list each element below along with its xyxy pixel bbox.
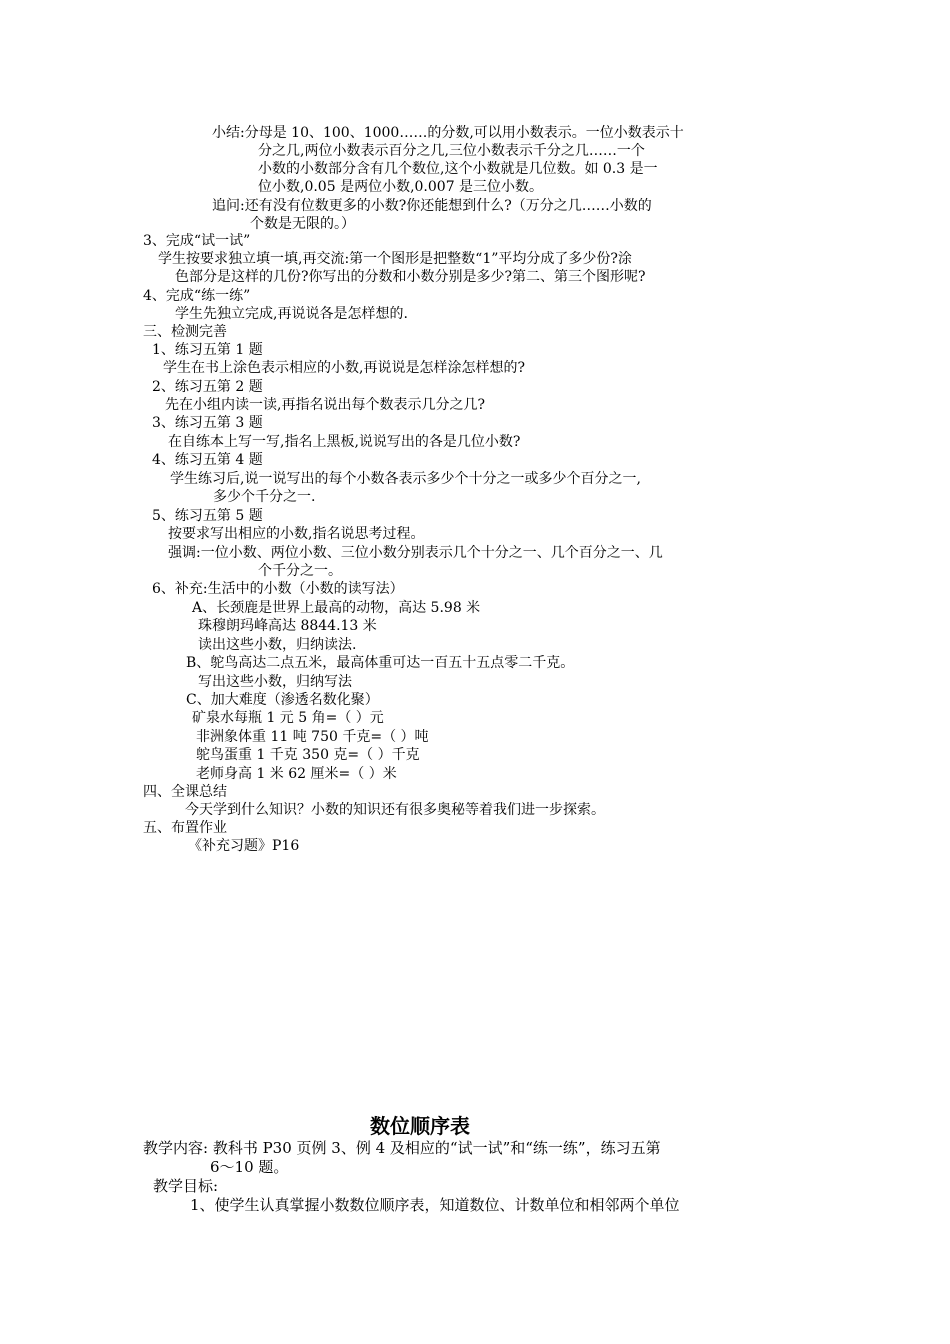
exercise-3-heading: 3、练习五第 3 题 <box>152 415 263 431</box>
lesson-content-line-1: 教学内容: 教科书 P30 页例 3、例 4 及相应的“试一试”和“练一练”，练习五第 <box>143 1139 661 1157</box>
example-c-heading: C、加大难度（渗透名数化聚） <box>186 692 379 708</box>
section5-heading: 五、布置作业 <box>143 820 227 836</box>
lesson-goals-heading: 教学目标: <box>153 1177 219 1195</box>
lesson-title: 数位顺序表 <box>370 1114 470 1138</box>
section4-heading: 四、全课总结 <box>143 784 227 800</box>
summary-line-1: 小结:分母是 10、100、1000……的分数,可以用小数表示。一位小数表示十 <box>212 125 684 141</box>
exercise-3-text: 在自练本上写一写,指名上黑板,说说写出的各是几位小数? <box>168 434 521 450</box>
exercise-1-heading: 1、练习五第 1 题 <box>152 342 263 358</box>
example-a-line-1: A、长颈鹿是世界上最高的动物，高达 5.98 米 <box>192 600 481 616</box>
exercise-5-text: 按要求写出相应的小数,指名说思考过程。 <box>168 526 425 542</box>
section5-text: 《补充习题》P16 <box>188 838 300 854</box>
exercise-4-text-2: 多少个千分之一. <box>213 489 316 505</box>
example-c-item-4: 老师身高 1 米 62 厘米=（ ）米 <box>196 766 397 782</box>
follow-up-question-line-1: 追问:还有没有位数更多的小数?你还能想到什么?（万分之几……小数的 <box>212 198 652 214</box>
lesson-goal-1: 1、使学生认真掌握小数数位顺序表，知道数位、计数单位和相邻两个单位 <box>190 1196 680 1214</box>
exercise-5-emphasis-1: 强调:一位小数、两位小数、三位小数分别表示几个十分之一、几个百分之一、几 <box>168 545 663 561</box>
exercise-6-heading: 6、补充:生活中的小数（小数的读写法） <box>152 581 404 597</box>
follow-up-question-line-2: 个数是无限的。） <box>250 216 355 232</box>
example-b-line-2: 写出这些小数，归纳写法 <box>198 674 352 690</box>
exercise-5-emphasis-2: 个千分之一。 <box>258 563 342 579</box>
example-a-line-3: 读出这些小数，归纳读法. <box>198 637 357 653</box>
exercise-5-heading: 5、练习五第 5 题 <box>152 508 263 524</box>
exercise-2-heading: 2、练习五第 2 题 <box>152 379 263 395</box>
section3-heading: 三、检测完善 <box>143 324 227 340</box>
example-b-line-1: B、鸵鸟高达二点五米，最高体重可达一百五十五点零二千克。 <box>186 655 575 671</box>
step3-heading: 3、完成“试一试” <box>143 233 251 249</box>
summary-line-2: 分之几,两位小数表示百分之几,三位小数表示千分之几……一个 <box>258 143 645 159</box>
summary-line-3: 小数的小数部分含有几个数位,这个小数就是几位数。如 0.3 是一 <box>258 161 658 177</box>
lesson-content-line-2: 6～10 题。 <box>210 1158 289 1176</box>
example-c-item-3: 鸵鸟蛋重 1 千克 350 克=（ ）千克 <box>196 747 420 763</box>
exercise-1-text: 学生在书上涂色表示相应的小数,再说说是怎样涂怎样想的? <box>163 360 525 376</box>
exercise-4-heading: 4、练习五第 4 题 <box>152 452 263 468</box>
example-a-line-2: 珠穆朗玛峰高达 8844.13 米 <box>198 618 377 634</box>
step4-heading: 4、完成“练一练” <box>143 288 251 304</box>
step3-line-2: 色部分是这样的几份?你写出的分数和小数分别是多少?第二、第三个图形呢? <box>175 269 646 285</box>
step3-line-1: 学生按要求独立填一填,再交流:第一个图形是把整数“1”平均分成了多少份?涂 <box>158 251 632 267</box>
example-c-item-1: 矿泉水每瓶 1 元 5 角=（ ）元 <box>192 710 384 726</box>
section4-text: 今天学到什么知识？小数的知识还有很多奥秘等着我们进一步探索。 <box>185 802 605 818</box>
step4-line-1: 学生先独立完成,再说说各是怎样想的. <box>175 306 408 322</box>
exercise-2-text: 先在小组内读一读,再指名说出每个数表示几分之几? <box>165 397 485 413</box>
exercise-4-text-1: 学生练习后,说一说写出的每个小数各表示多少个十分之一或多少个百分之一, <box>170 471 641 487</box>
example-c-item-2: 非洲象体重 11 吨 750 千克=（ ）吨 <box>196 729 429 745</box>
summary-line-4: 位小数,0.05 是两位小数,0.007 是三位小数。 <box>258 179 544 195</box>
